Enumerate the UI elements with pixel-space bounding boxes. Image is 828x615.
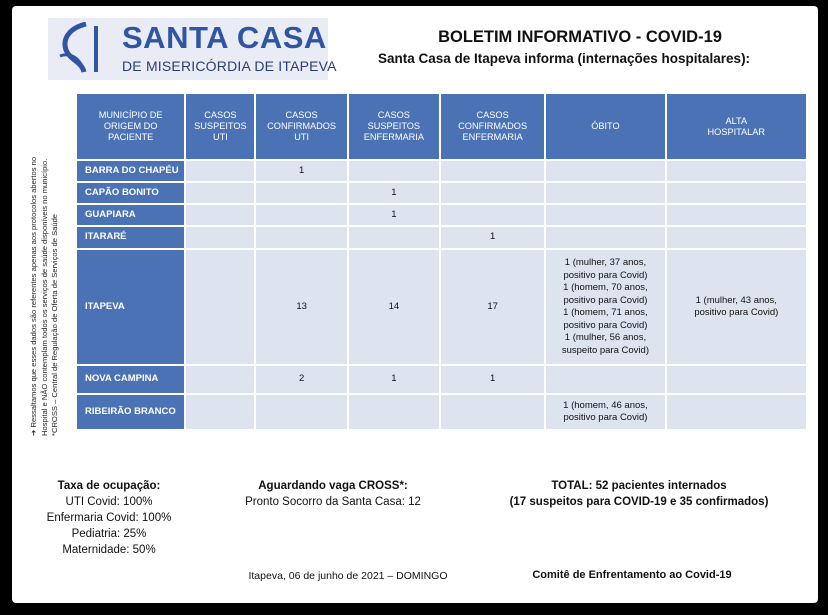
municipio-cell: CAPÃO BONITO — [77, 183, 184, 203]
casos-confirmados-uti-cell — [256, 205, 346, 225]
header-casos-confirmados-uti: CASOS CONFIRMADOS UTI — [256, 94, 346, 159]
municipio-cell: BARRA DO CHAPÉU — [77, 161, 184, 181]
header-municipio: MUNICÍPIO DE ORIGEM DO PACIENTE — [77, 94, 184, 159]
alta-cell — [667, 205, 806, 225]
santa-casa-logo — [48, 18, 337, 80]
municipio-cell: ITARARÉ — [77, 227, 184, 248]
alta-cell — [667, 395, 806, 429]
santa-casa-emblem-icon — [56, 22, 108, 76]
alta-cell — [667, 161, 806, 181]
table-row — [77, 366, 806, 393]
casos-confirmados-uti-cell: 2 — [256, 366, 346, 393]
cross-block — [228, 478, 438, 510]
casos-confirmados-enfermaria-cell — [441, 205, 544, 225]
header-alta-hospitalar: ALTA HOSPITALAR — [667, 94, 806, 159]
casos-suspeitos-uti-cell — [186, 205, 254, 225]
obito-cell — [546, 161, 664, 181]
alta-cell: 1 (mulher, 43 anos, positivo para Covid) — [667, 250, 806, 364]
municipio-cell: NOVA CAMPINA — [77, 366, 184, 393]
total-title: TOTAL: 52 pacientes internados — [551, 480, 727, 492]
casos-confirmados-enfermaria-cell — [441, 395, 544, 429]
casos-suspeitos-enfermaria-cell — [349, 161, 439, 181]
total-detail: (17 suspeitos para COVID-19 e 35 confirmados) — [509, 496, 769, 508]
obito-cell — [546, 205, 664, 225]
casos-confirmados-uti-cell — [256, 183, 346, 203]
footer-date: Itapeva, 06 de junho de 2021 – DOMINGO — [248, 570, 448, 582]
side-note-line: ➔ Ressaltamos que esses dados são referentes apenas aos protocolos abertos no — [29, 156, 38, 436]
obito-cell — [546, 366, 664, 393]
casos-suspeitos-enfermaria-cell: 1 — [349, 183, 439, 203]
table-row — [77, 161, 806, 181]
header-casos-suspeitos-uti: CASOS SUSPEITOS UTI — [186, 94, 254, 159]
casos-confirmados-enfermaria-cell: 1 — [441, 366, 544, 393]
obito-cell: 1 (mulher, 37 anos, positivo para Covid) 1 (homem, 70 anos, positivo para Covid) 1 (homem, 71 anos, positivo para Covid) 1 (mulher, 56 anos, suspeito para Covid) — [546, 250, 664, 364]
municipio-cell: ITAPEVA — [77, 250, 184, 364]
cross-title: Aguardando vaga CROSS*: — [258, 480, 408, 492]
casos-confirmados-enfermaria-cell: 1 — [441, 227, 544, 248]
casos-suspeitos-enfermaria-cell: 1 — [349, 366, 439, 393]
casos-suspeitos-enfermaria-cell — [349, 227, 439, 248]
casos-confirmados-enfermaria-cell: 17 — [441, 250, 544, 364]
obito-cell — [546, 183, 664, 203]
bulletin-page — [12, 6, 818, 603]
header-casos-confirmados-enfermaria: CASOS CONFIRMADOS ENFERMARIA — [441, 94, 544, 159]
casos-confirmados-enfermaria-cell — [441, 183, 544, 203]
total-block — [494, 478, 784, 510]
alta-cell — [667, 227, 806, 248]
occupancy-block — [34, 478, 184, 558]
alta-cell — [667, 183, 806, 203]
occupancy-enfermaria: Enfermaria Covid: 100% — [46, 512, 172, 524]
municipio-cell: RIBEIRÃO BRANCO — [77, 395, 184, 429]
bulletin-subtitle: Santa Casa de Itapeva informa (internações hospitalares): — [377, 51, 751, 66]
table-row — [77, 395, 806, 429]
casos-suspeitos-uti-cell — [186, 161, 254, 181]
table-header-row — [77, 94, 806, 159]
side-note-line: Hospital e NÃO contemplam todos os serviços de saúde disponíveis no município. — [39, 158, 49, 436]
casos-suspeitos-enfermaria-cell: 14 — [349, 250, 439, 364]
table-row — [77, 205, 806, 225]
logo-title: SANTA CASA — [122, 20, 327, 55]
footer-committee: Comitê de Enfrentamento ao Covid-19 — [532, 569, 732, 581]
municipio-cell: GUAPIARA — [77, 205, 184, 225]
header-casos-suspeitos-enfermaria: CASOS SUSPEITOS ENFERMARIA — [349, 94, 439, 159]
casos-confirmados-uti-cell: 13 — [256, 250, 346, 364]
casos-suspeitos-uti-cell — [186, 227, 254, 248]
hospitalizations-table — [75, 92, 808, 431]
table-row — [77, 227, 806, 248]
occupancy-maternidade: Maternidade: 50% — [62, 544, 156, 556]
occupancy-title: Taxa de ocupação: — [57, 480, 161, 492]
occupancy-uti: UTI Covid: 100% — [65, 496, 153, 508]
header-obito: ÓBITO — [546, 94, 664, 159]
casos-suspeitos-uti-cell — [186, 250, 254, 364]
obito-cell: 1 (homem, 46 anos, positivo para Covid) — [546, 395, 664, 429]
side-note-line: *CROSS – Central de Regulação de Oferta de Serviços de Saúde — [50, 213, 59, 436]
casos-confirmados-enfermaria-cell — [441, 161, 544, 181]
occupancy-pediatria: Pediatria: 25% — [71, 528, 147, 540]
table-row — [77, 183, 806, 203]
casos-confirmados-uti-cell — [256, 395, 346, 429]
logo-subtitle: DE MISERICÓRDIA DE ITAPEVA — [122, 58, 337, 74]
alta-cell — [667, 366, 806, 393]
casos-confirmados-uti-cell: 1 — [256, 161, 346, 181]
casos-confirmados-uti-cell — [256, 227, 346, 248]
cross-value: Pronto Socorro da Santa Casa: 12 — [245, 496, 421, 508]
table-row — [77, 250, 806, 364]
casos-suspeitos-uti-cell — [186, 183, 254, 203]
casos-suspeitos-uti-cell — [186, 366, 254, 393]
casos-suspeitos-enfermaria-cell: 1 — [349, 205, 439, 225]
casos-suspeitos-uti-cell — [186, 395, 254, 429]
bulletin-title: BOLETIM INFORMATIVO - COVID-19 — [438, 28, 722, 46]
obito-cell — [546, 227, 664, 248]
side-note — [29, 144, 63, 436]
casos-suspeitos-enfermaria-cell — [349, 395, 439, 429]
